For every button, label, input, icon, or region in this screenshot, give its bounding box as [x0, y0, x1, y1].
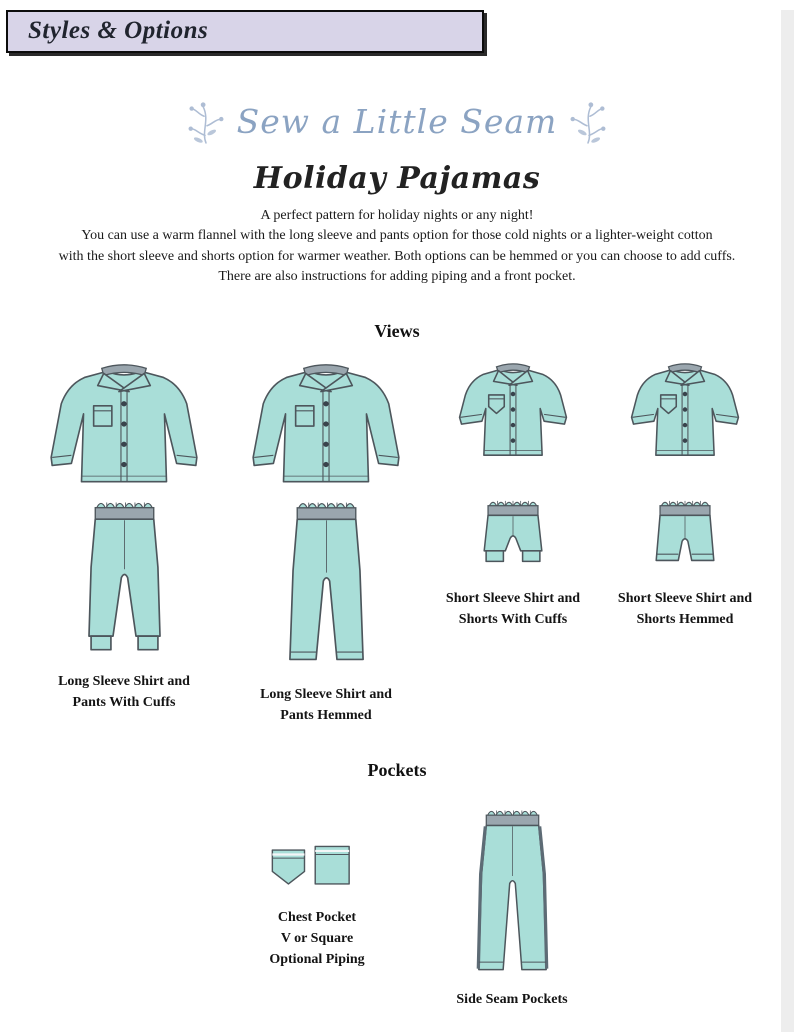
floral-sprig-icon	[567, 97, 609, 145]
pockets-heading: Pockets	[367, 760, 427, 781]
banner-title: Styles & Options	[28, 17, 209, 44]
long-sleeve-shirt-illustration	[38, 358, 210, 490]
pants-hemmed-illustration	[269, 492, 384, 670]
brand-logo	[0, 85, 794, 157]
view-label	[618, 588, 752, 630]
chest-pockets-illustration	[267, 841, 367, 893]
pants-with-cuffs-illustration	[67, 492, 182, 657]
brand-name: Sew a Little Seam	[236, 101, 558, 141]
intro-line: with the short sleeve and shorts option for warmer weather. Both options can be hemmed or you can choose to add cuffs.	[58, 248, 736, 264]
view-label	[58, 671, 190, 713]
view-label-line: Pants With Cuffs	[72, 695, 176, 711]
intro-line: A perfect pattern for holiday nights or any night!	[260, 208, 534, 223]
view-label-line: Long Sleeve Shirt and	[58, 674, 190, 690]
view-label-line: Shorts Hemmed	[636, 612, 734, 628]
long-sleeve-shirt-illustration	[240, 358, 412, 490]
view-label	[446, 588, 580, 630]
views-heading: Views	[374, 321, 420, 342]
floral-sprig-icon	[185, 97, 227, 145]
pattern-page	[0, 10, 794, 1010]
side-seam-pocket-label	[456, 989, 567, 1010]
view-long-sleeve-hemmed	[231, 358, 421, 726]
chest-pocket-label-line: Optional Piping	[269, 952, 365, 968]
view-short-sleeve-cuffs	[433, 358, 593, 630]
chest-pocket-label	[269, 907, 364, 970]
chest-pocket-figure	[202, 841, 432, 970]
chest-pocket-label-line: V or Square	[280, 931, 354, 947]
view-long-sleeve-cuffs	[29, 358, 219, 713]
shorts-hemmed-illustration	[637, 493, 733, 576]
view-label-line: Long Sleeve Shirt and	[260, 687, 392, 703]
intro-line: There are also instructions for adding piping and a front pocket.	[218, 268, 576, 284]
side-seam-pants-illustration	[461, 801, 564, 981]
view-label	[260, 684, 392, 726]
side-seam-pocket-label-line: Side Seam Pockets	[456, 992, 568, 1008]
page-title: Holiday Pajamas	[253, 161, 541, 196]
view-label-line: Short Sleeve Shirt and	[445, 591, 581, 607]
page-right-edge	[781, 10, 794, 1032]
short-sleeve-shirt-illustration	[617, 358, 753, 463]
shorts-with-cuffs-illustration	[465, 493, 561, 576]
intro-line: You can use a warm flannel with the long sleeve and pants option for those cold nights or a lighter-weight cotton	[81, 228, 713, 244]
views-figures	[0, 358, 794, 726]
section-banner	[6, 10, 484, 53]
chest-pocket-label-line: Chest Pocket	[277, 910, 357, 926]
view-label-line: Shorts With Cuffs	[458, 612, 568, 628]
intro-text	[0, 206, 794, 287]
view-label-line: Pants Hemmed	[280, 708, 372, 724]
view-label-line: Short Sleeve Shirt and	[617, 591, 753, 607]
side-seam-pocket-figure	[432, 801, 592, 1010]
short-sleeve-shirt-illustration	[445, 358, 581, 463]
pockets-figures	[0, 801, 794, 1010]
view-short-sleeve-hemmed	[605, 358, 765, 630]
